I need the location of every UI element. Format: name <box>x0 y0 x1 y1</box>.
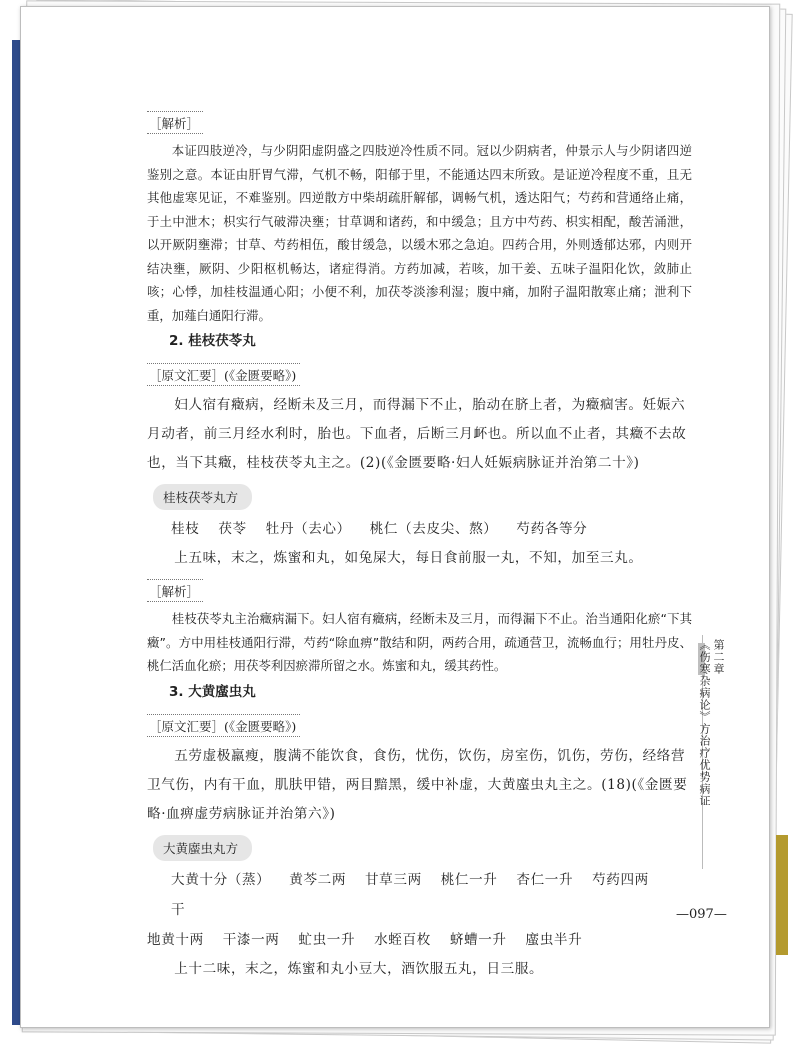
page-content <box>147 105 692 984</box>
preparation-2: 上五味，末之，炼蜜和丸，如兔屎大，每日食前服一丸，不知，加至三丸。 <box>174 550 643 566</box>
herb-item: 杏仁一升 <box>516 871 574 888</box>
source-label-text: ［原文汇要］ <box>149 718 225 734</box>
analysis-label: ［解析］ <box>147 111 203 134</box>
herb-item: 茯苓 <box>218 521 247 537</box>
herb-item: 桂枝 <box>171 521 200 537</box>
book-edge-gold <box>776 835 788 955</box>
herb-item: 干漆一两 <box>222 931 280 948</box>
herb-item: 桃仁（去皮尖、熬） <box>369 521 498 537</box>
herb-list-3-line2 <box>147 925 692 955</box>
source-label-3 <box>147 714 300 737</box>
herb-item: 大黄十分（蒸） <box>171 871 271 888</box>
source-label-text: ［原文汇要］ <box>149 368 225 383</box>
analysis-paragraph: 本证四肢逆冷，与少阴阳虚阴盛之四肢逆冷性质不同。冠以少阴病者，仲景示人与少阴诸四逆鉴别之意。本证由肝胃气滞，气机不畅，阳郁于里，不能通达四末所致。是证逆冷程度不重，且无其他虚寒见证，不难鉴别。四逆散方中柴胡疏肝解郁，调畅气机，透达阳气；芍药和营通络止痛，于土中泄木；枳实行气破滞决壅；甘草调和诸药，和中缓急；且方中芍药、枳实相配，酸苦涌泄，以开厥阴壅滞；甘草、芍药相伍，酸甘缓急，以缓木邪之急迫。四药合用，外则透郁达邪，内则开结决壅，厥阴、少阳枢机畅达，诸症得消。方药加减，若咳，加干姜、五味子温阳化饮，敛肺止咳；心悸，加桂枝温通心阳；小便不利，加茯苓淡渗利湿；腹中痛，加附子温阳散寒止痛；泄利下重，加薤白通阳行滞。 <box>147 143 692 323</box>
herb-item: 芍药各等分 <box>516 521 588 537</box>
section-heading-3: 3. 大黄䗪虫丸 <box>169 683 256 700</box>
herb-item: 干 <box>171 901 186 918</box>
herb-item: 桃仁一升 <box>440 871 498 888</box>
original-text-2: 妇人宿有癥病，经断未及三月，而得漏下不止，胎动在脐上者，为癥痼害。妊娠六月动者，前三月经水利时，胎也。下血者，后断三月衃也。所以血不止者，其癥不去故也，当下其癥，桂枝茯苓丸主之。(2)(《金匮要略·妇人妊娠病脉证并治第二十》) <box>147 397 687 471</box>
herb-item: 芍药四两 <box>592 871 649 888</box>
source-label-2 <box>147 363 300 386</box>
herb-item: 蛴螬一升 <box>449 931 507 948</box>
original-text-citation: (18)(《金匮要略·血痹虚劳病脉证并治第六》) <box>147 776 688 822</box>
source-reference: (《金匮要略》) <box>224 718 297 734</box>
herb-list-2 <box>171 514 692 544</box>
page-number: —097— <box>676 907 727 922</box>
original-text-3 <box>147 742 692 829</box>
original-text-body: 五劳虚极羸瘦，腹满不能饮食，食伤，忧伤，饮伤，房室伤，饥伤，劳伤，经络营卫气伤，内有干血，肌肤甲错，两目黯黑，缓中补虚，大黄䗪虫丸主之。 <box>147 747 686 793</box>
formula-title-3: 大黄䗪虫丸方 <box>153 835 252 861</box>
herb-list-3-line1 <box>171 865 692 925</box>
preparation-3: 上十二味，末之，炼蜜和丸小豆大，酒饮服五丸，日三服。 <box>174 960 544 977</box>
herb-item: 水蛭百枚 <box>374 931 431 948</box>
chapter-title: 《伤寒杂病论》方治疗优势病证 <box>698 639 711 807</box>
herb-item: 黄芩二两 <box>289 871 347 888</box>
herb-item: 虻虫一升 <box>298 931 356 948</box>
formula-title-2: 桂枝茯苓丸方 <box>153 484 252 510</box>
herb-item: 䗪虫半升 <box>525 931 583 948</box>
herb-item: 地黄十两 <box>147 931 204 948</box>
source-reference: (《金匮要略》) <box>224 368 297 383</box>
section-heading-2: 2. 桂枝茯苓丸 <box>169 333 256 349</box>
analysis-label-2: ［解析］ <box>147 579 203 602</box>
chapter-label: 第二章 <box>712 639 725 675</box>
analysis-paragraph-2: 桂枝茯苓丸主治癥病漏下。妇人宿有癥病，经断未及三月，而得漏下不止。治当通阳化瘀“下其癥”。方中用桂枝通阳行滞，芍药“除血痹”散结和阴，两药合用，疏通营卫，流畅血行；用牡丹皮、桃仁活血化瘀；用茯苓利因瘀滞所留之水。炼蜜和丸，缓其药性。 <box>147 611 692 673</box>
book-page <box>20 6 770 1028</box>
herb-item: 牡丹（去心） <box>265 521 351 537</box>
running-header-vertical <box>698 639 725 807</box>
herb-item: 甘草三两 <box>364 871 422 888</box>
